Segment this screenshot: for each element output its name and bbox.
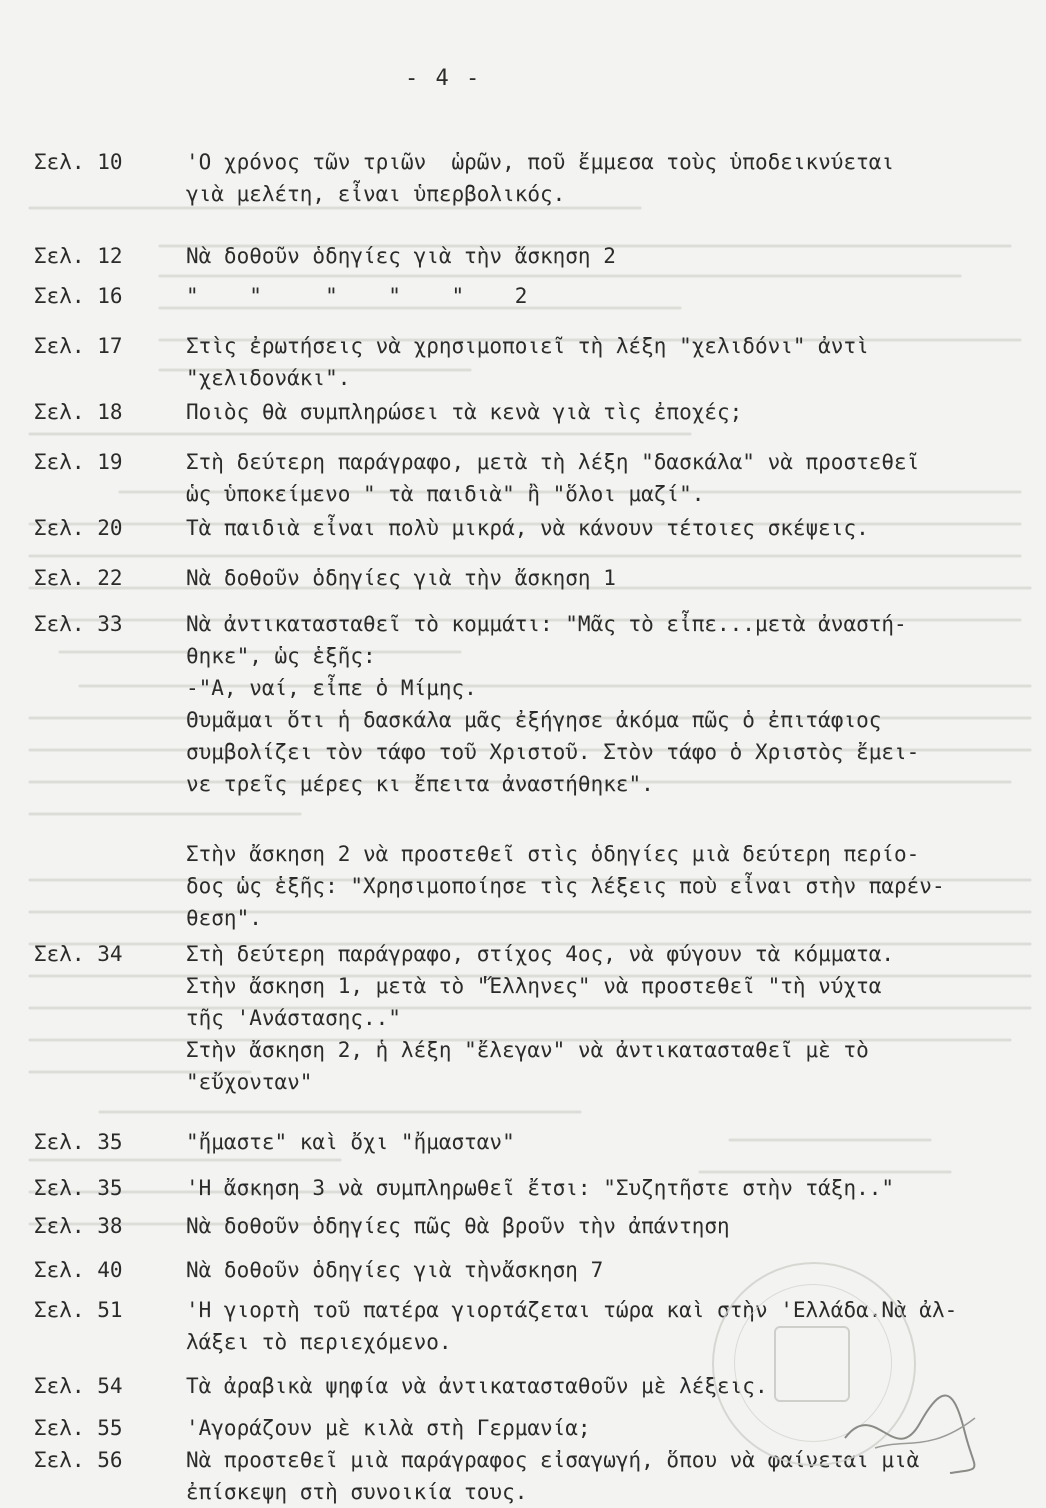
- entry-text-line: ὡς ὑποκείμενο " τὰ παιδιὰ" ἢ "ὅλοι μαζί".: [186, 482, 705, 506]
- entry-text-line: Νὰ δοθοῦν ὁδηγίες γιὰ τὴνἄσκηση 7: [186, 1258, 604, 1282]
- entry-text-line: Στὴν ἄσκηση 1, μετὰ τὸ "Ἕλληνες" νὰ προστεθεῖ "τὴ νύχτα: [186, 974, 882, 998]
- entry-text-line: λάξει τὸ περιεχόμενο.: [186, 1330, 452, 1354]
- entry-text-line: 'Ο χρόνος τῶν τριῶν ὡρῶν, ποῦ ἔμμεσα τοὺς ὑποδεικνύεται: [186, 150, 895, 174]
- page-reference: Σελ. 55: [34, 1416, 123, 1440]
- page-reference: Σελ. 12: [34, 244, 123, 268]
- page-reference: Σελ. 19: [34, 450, 123, 474]
- page-reference: Σελ. 20: [34, 516, 123, 540]
- entry-text-line: "χελιδονάκι".: [186, 366, 351, 390]
- entry-text-line: νε τρεῖς μέρες κι ἔπειτα ἀναστήθηκε".: [186, 772, 654, 796]
- page-reference: Σελ. 10: [34, 150, 123, 174]
- page-reference: Σελ. 22: [34, 566, 123, 590]
- entry-text-line: Στὶς ἐρωτήσεις νὰ χρησιμοποιεῖ τὴ λέξη "χελιδόνι" ἀντὶ: [186, 334, 869, 358]
- entry-text-line: Στὴ δεύτερη παράγραφο, μετὰ τὴ λέξη "δασκάλα" νὰ προστεθεῖ: [186, 450, 920, 474]
- page-reference: Σελ. 18: [34, 400, 123, 424]
- entry-text-line: Νὰ δοθοῦν ὁδηγίες γιὰ τὴν ἄσκηση 2: [186, 244, 616, 268]
- entry-text-line: συμβολίζει τὸν τάφο τοῦ Χριστοῦ. Στὸν τάφο ὁ Χριστὸς ἔμει-: [186, 740, 920, 764]
- page-number: - 4 -: [405, 66, 482, 91]
- entry-text-line: Στὴ δεύτερη παράγραφο, στίχος 4ος, νὰ φύγουν τὰ κόμματα.: [186, 942, 895, 966]
- entry-text-line: Στὴν ἄσκηση 2, ἡ λέξη "ἔλεγαν" νὰ ἀντικατασταθεῖ μὲ τὸ: [186, 1038, 869, 1062]
- handwritten-signature: [835, 1378, 995, 1488]
- page-reference: Σελ. 17: [34, 334, 123, 358]
- entry-text-line: γιὰ μελέτη, εἶναι ὑπερβολικός.: [186, 182, 566, 206]
- entry-text-line: Νὰ ἀντικατασταθεῖ τὸ κομμάτι: "Μᾶς τὸ εἶπε...μετὰ ἀναστή-: [186, 612, 907, 636]
- entry-text-line: τῆς 'Ανάστασης..": [186, 1006, 401, 1030]
- entry-text-line: -"Α, ναί, εἶπε ὁ Μίμης.: [186, 676, 477, 700]
- entry-text-line: Ποιὸς θὰ συμπληρώσει τὰ κενὰ γιὰ τὶς ἐποχές;: [186, 400, 743, 424]
- page-reference: Σελ. 56: [34, 1448, 123, 1472]
- page-reference: Σελ. 54: [34, 1374, 123, 1398]
- entry-text-line: ἐπίσκεψη στὴ συνοικία τους.: [186, 1480, 528, 1504]
- page-reference: Σελ. 16: [34, 284, 123, 308]
- entry-text-line: θεση".: [186, 906, 262, 930]
- entry-text-line: Νὰ δοθοῦν ὁδηγίες πῶς θὰ βροῦν τὴν ἀπάντηση: [186, 1214, 730, 1238]
- entry-text-line: "ἤμαστε" καὶ ὄχι "ἤμασταν": [186, 1130, 515, 1154]
- page-reference: Σελ. 38: [34, 1214, 123, 1238]
- entry-text-line: δος ὡς ἑξῆς: "Χρησιμοποίησε τὶς λέξεις ποὺ εἶναι στὴν παρέν-: [186, 874, 945, 898]
- entry-text-line: Τὰ παιδιὰ εἶναι πολὺ μικρά, νὰ κάνουν τέτοιες σκέψεις.: [186, 516, 869, 540]
- entry-text-line: Στὴν ἄσκηση 2 νὰ προστεθεῖ στὶς ὁδηγίες μιὰ δεύτερη περίο-: [186, 842, 920, 866]
- entry-text-line: Θυμᾶμαι ὅτι ἡ δασκάλα μᾶς ἐξήγησε ἀκόμα πῶς ὁ ἐπιτάφιος: [186, 708, 882, 732]
- page-reference: Σελ. 51: [34, 1298, 123, 1322]
- entry-text-line: 'Η ἄσκηση 3 νὰ συμπληρωθεῖ ἔτσι: "Συζητῆστε στὴν τάξη..": [186, 1176, 895, 1200]
- entry-text-line: " " " " " 2: [186, 284, 528, 308]
- page-reference: Σελ. 40: [34, 1258, 123, 1282]
- entry-text-line: 'Η γιορτὴ τοῦ πατέρα γιορτάζεται τώρα καὶ στὴν 'Ελλάδα.Νὰ ἀλ-: [186, 1298, 958, 1322]
- page-reference: Σελ. 35: [34, 1130, 123, 1154]
- page-reference: Σελ. 35: [34, 1176, 123, 1200]
- entry-text-line: θηκε", ὡς ἑξῆς:: [186, 644, 376, 668]
- entry-text-line: 'Αγοράζουν μὲ κιλὰ στὴ Γερμανία;: [186, 1416, 591, 1440]
- page-reference: Σελ. 33: [34, 612, 123, 636]
- entry-text-line: Νὰ προστεθεῖ μιὰ παράγραφος εἰσαγωγή, ὅπου νὰ φαίνεται μιὰ: [186, 1448, 920, 1472]
- page-reference: Σελ. 34: [34, 942, 123, 966]
- entry-text-line: Νὰ δοθοῦν ὁδηγίες γιὰ τὴν ἄσκηση 1: [186, 566, 616, 590]
- entry-text-line: "εὔχονταν": [186, 1070, 313, 1094]
- entry-text-line: Τὰ ἀραβικὰ ψηφία νὰ ἀντικατασταθοῦν μὲ λέξεις.: [186, 1374, 768, 1398]
